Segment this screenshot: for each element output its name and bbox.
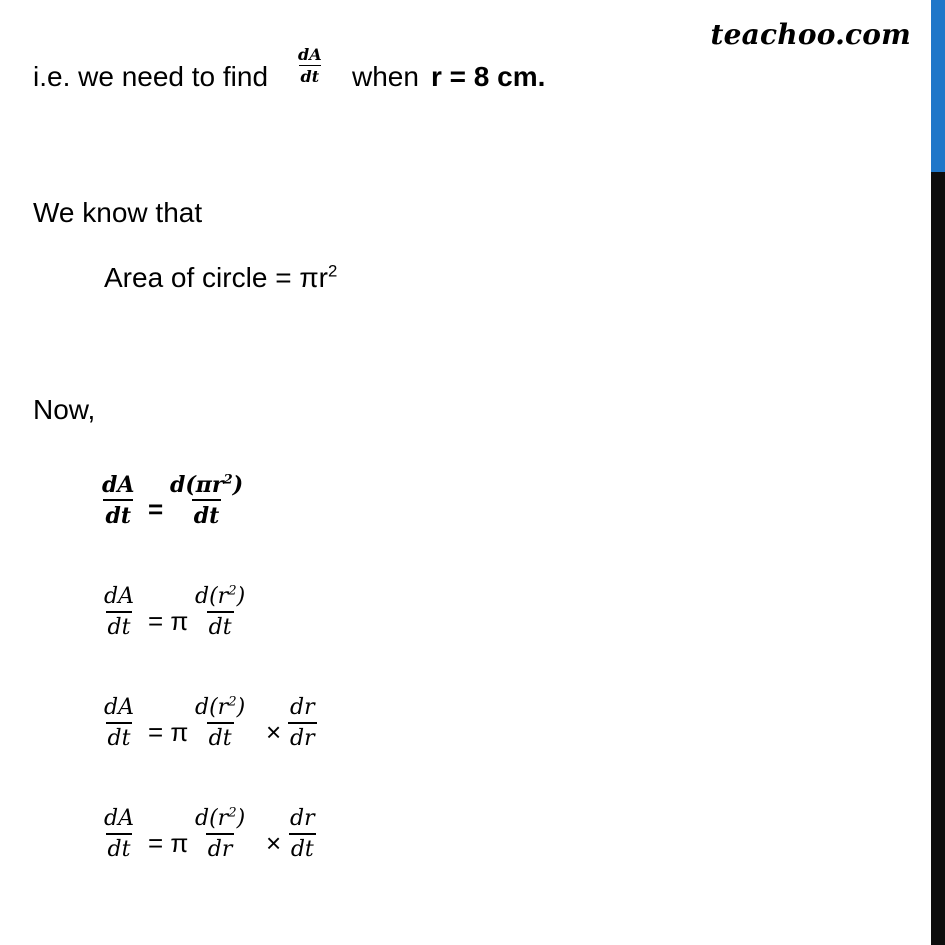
step4-lhs-den: dt [106, 833, 133, 861]
step3-rhs-exp: 2 [228, 694, 237, 710]
intro-fraction-num: dA [298, 45, 322, 64]
step4-rhs [193, 805, 247, 862]
intro-when: when [352, 61, 419, 92]
area-equals: = [275, 262, 292, 293]
step3-rhs-num [193, 694, 247, 722]
intro-fraction [296, 47, 324, 85]
step3-lhs-den: dt [106, 722, 133, 750]
step3-factor-num: dr [290, 695, 315, 720]
step1-lhs-num: dA [102, 472, 135, 498]
step1-rhs [168, 474, 245, 527]
know-heading: We know that [33, 197, 203, 228]
step1-rhs-num [168, 474, 245, 499]
step4-eq: = π [148, 828, 189, 858]
step2-rhs-exp: 2 [228, 583, 237, 599]
step3-eq: = π [148, 717, 189, 747]
step1-rhs-num-a: d(πr [170, 472, 224, 498]
step3-times: × [266, 717, 282, 747]
step3-rhs-num-b: ) [236, 695, 246, 720]
step3-lhs [102, 697, 136, 750]
step3-lhs-num: dA [104, 695, 134, 720]
area-exponent: 2 [327, 261, 338, 281]
area-label: Area of circle [104, 262, 268, 293]
step1-lhs [100, 474, 136, 527]
intro-text: i.e. we need to find [33, 61, 269, 92]
step4-lhs-num: dA [104, 806, 134, 831]
step1-eq: = [148, 494, 164, 524]
step3-factor [288, 697, 317, 750]
step1-lhs-den: dt [103, 499, 133, 527]
sidebar-scroll-thumb[interactable] [931, 0, 945, 172]
step1-rhs-den: dt [192, 499, 222, 527]
brand-logo: teachoo.com [710, 18, 911, 51]
step2-rhs [193, 583, 247, 640]
step4-rhs-num-b: ) [236, 806, 246, 831]
step4-factor-den: dt [289, 833, 316, 861]
step2-rhs-den: dt [207, 611, 234, 639]
step3-rhs [193, 694, 247, 751]
step2-rhs-num-b: ) [236, 584, 246, 609]
intro-condition: r = 8 cm. [431, 61, 546, 92]
step4-lhs [102, 808, 136, 861]
step2-lhs-num: dA [104, 584, 134, 609]
step4-rhs-num-a: d(r [195, 806, 229, 831]
step3-rhs-den: dt [207, 722, 234, 750]
step2-rhs-num [193, 583, 247, 611]
step4-rhs-exp: 2 [228, 805, 237, 821]
step4-times: × [266, 828, 282, 858]
step4-factor-num: dr [290, 806, 315, 831]
step4-rhs-den: dr [206, 833, 235, 861]
step1-rhs-exp: 2 [223, 472, 233, 488]
intro-fraction-den: dt [300, 67, 320, 86]
step2-rhs-num-a: d(r [195, 584, 229, 609]
area-formula-line [104, 261, 338, 293]
step4-factor [288, 808, 317, 861]
now-heading: Now, [33, 394, 96, 425]
sidebar-scroll-track[interactable] [931, 0, 945, 945]
step2-lhs [102, 586, 136, 639]
step2-eq: = π [148, 606, 189, 636]
step1-rhs-num-b: ) [232, 472, 244, 498]
step3-factor-den: dr [288, 722, 317, 750]
area-formula: πr [299, 262, 328, 293]
step2-lhs-den: dt [106, 611, 133, 639]
step3-rhs-num-a: d(r [195, 695, 229, 720]
step4-rhs-num [193, 805, 247, 833]
